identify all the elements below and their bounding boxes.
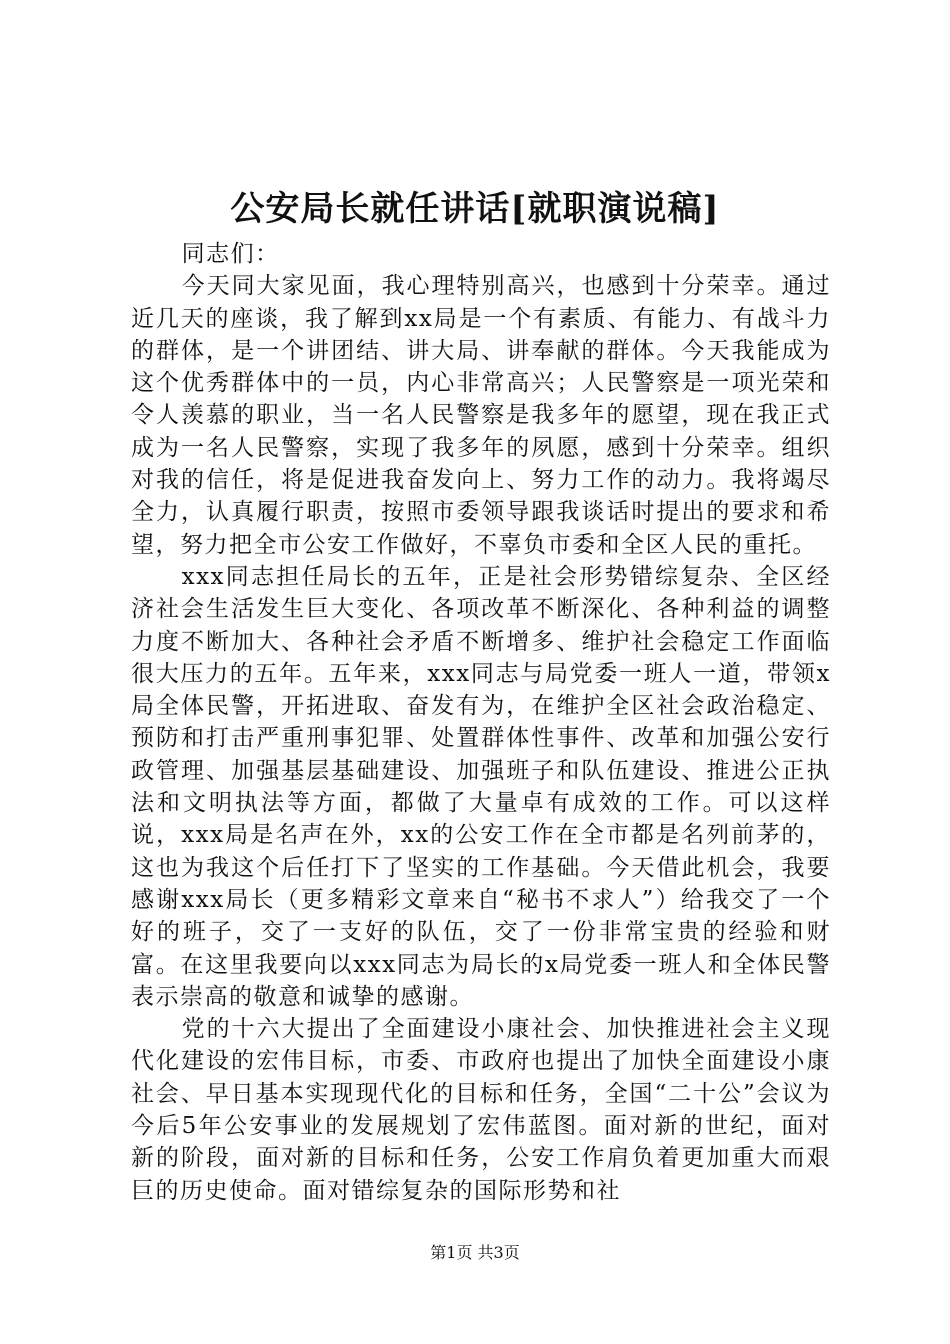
paragraph-2: xxx同志担任局长的五年，正是社会形势错综复杂、全区经济社会生活发生巨大变化、各项改革不断深化、各种利益的调整力度不断加大、各种社会矛盾不断增多、维护社会稳定工作面临很大压力的五年。五年来，xxx同志与局党委一班人一道，带领x局全体民警，开拓进取、奋发有为，在维护全区社会政治稳定、预防和打击严重刑事犯罪、处置群体性事件、改革和加强公安行政管理、加强基层基础建设、加强班子和队伍建设、推进公正执法和文明执法等方面，都做了大量卓有成效的工作。可以这样说，xxx局是名声在外，xx的公安工作在全市都是名列前茅的，这也为我这个后任打下了坚实的工作基础。今天借此机会，我要感谢xxx局长（更多精彩文章来自“秘书不求人”）给我交了一个好的班子，交了一支好的队伍，交了一份非常宝贵的经验和财富。在这里我要向以xxx同志为局长的x局党委一班人和全体民警表示崇高的敬意和诚挚的感谢。 [131,563,831,1010]
document-title: 公安局长就任讲话[就职演说稿] [230,189,720,229]
document-body [131,238,831,1207]
salutation: 同志们： [181,241,280,267]
paragraph-1: 今天同大家见面，我心理特别高兴，也感到十分荣幸。通过近几天的座谈，我了解到xx局是一个有素质、有能力、有战斗力的群体，是一个讲团结、讲大局、讲奉献的群体。今天我能成为这个优秀群体中的一员，内心非常高兴；人民警察是一项光荣和令人羡慕的职业，当一名人民警察是我多年的愿望，现在我正式成为一名人民警察，实现了我多年的夙愿，感到十分荣幸。组织对我的信任，将是促进我奋发向上、努力工作的动力。我将竭尽全力，认真履行职责，按照市委领导跟我谈话时提出的要求和希望，努力把全市公安工作做好，不辜负市委和全区人民的重托。 [131,273,831,558]
page-footer: 第1页 共3页 [430,1243,520,1262]
paragraph-3: 党的十六大提出了全面建设小康社会、加快推进社会主义现代化建设的宏伟目标，市委、市政府也提出了加快全面建设小康社会、早日基本实现现代化的目标和任务，全国“二十公”会议为今后5年公安事业的发展规划了宏伟蓝图。面对新的世纪，面对新的阶段，面对新的目标和任务，公安工作肩负着更加重大而艰巨的历史使命。面对错综复杂的国际形势和社 [131,1016,831,1204]
